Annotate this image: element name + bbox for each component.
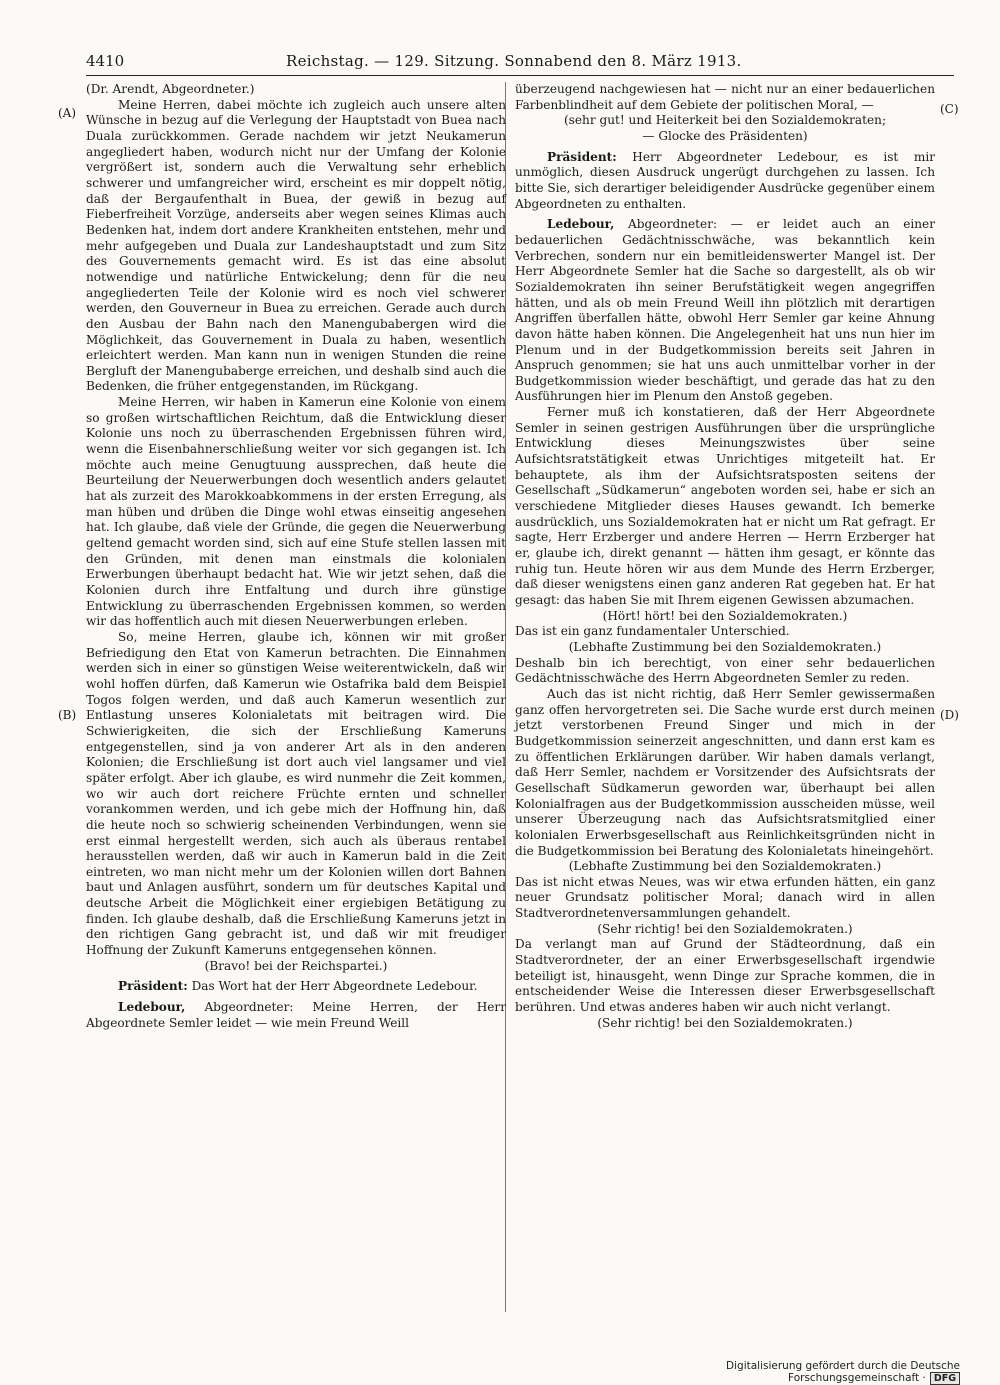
speaker-name: Präsident: bbox=[118, 979, 188, 994]
reaction: (Lebhafte Zustimmung bei den Sozialdemokraten.) bbox=[568, 859, 882, 874]
paragraph: So, meine Herren, glaube ich, können wir mit großer Befriedigung den Etat von Kamerun betrachten. Die Einnahmen werden sich in einer so günstigen Weise weiterentwickeln, daß wir wohl hoffen dürfen, daß Kamerun wie Ostafrika bald dem Beispiel Togos folgen werden, und daß auch Kamerun wesentlich zur Entlastung unseres Kolonialetats mit beitragen wird. Die Schwierigkeiten, die sich der Erschließung Kameruns entgegenstellen, sind ja von anderer Art als in den anderen Kolonien; die Erschließung ist dort auch viel langsamer und viel später erfolgt. Aber ich glaube, es wird nunmehr die Zeit kommen, wo wir auch dort reichere Früchte ernten und schneller vorankommen werden, und ich gebe mich der Hoffnung hin, daß die heute noch so schwierig scheinenden Verbindungen, wenn sie erst einmal hergestellt werden, sich auch als überaus rentabel herausstellen werden, daß wir auch in Kamerun bald in die Zeit eintreten, wo man nicht mehr um der Kolonien willen dort Bahnen baut und Anlagen ausführt, sondern um für deutsches Kapital und deutsche Arbeit die Möglichkeit einer ergiebigen Betätigung zu finden. Ich glaube deshalb, daß die Erschließung Kameruns jetzt in den richtigen Gang gebracht ist, und daß wir mit freudiger Hoffnung der Zukunft Kameruns entgegensehen können. bbox=[86, 629, 506, 958]
speaker-name: Präsident: bbox=[547, 149, 617, 164]
speaker-line: (Dr. Arendt, Abgeordneter.) bbox=[86, 82, 255, 96]
margin-marker-a: (A) bbox=[58, 106, 77, 120]
right-column bbox=[515, 82, 935, 1031]
margin-marker-d: (D) bbox=[940, 708, 959, 722]
reaction: (Sehr richtig! bei den Sozialdemokraten.) bbox=[597, 1015, 853, 1030]
margin-marker-b: (B) bbox=[58, 708, 77, 722]
paragraph: Das ist nicht etwas Neues, was wir etwa erfunden hätten, ein ganz neuer Grundsatz politischer Moral; danach wird in allen Stadtverordnetenversammlungen gehandelt. bbox=[515, 874, 935, 921]
paragraph: Deshalb bin ich berechtigt, von einer sehr bedauerlichen Gedächtnisschwäche des Herrn Abgeordneten Semler zu reden. bbox=[515, 655, 935, 686]
paragraph: Meine Herren, dabei möchte ich zugleich auch unsere alten Wünsche in bezug auf die Verlegung der Hauptstadt von Buea nach Duala zurückkommen. Gerade nachdem wir jetzt Neukamerun angegliedert haben, wodurch nicht nur der Umfang der Kolonie vergrößert ist, sondern auch die Verwaltung sehr erheblich schwerer und umfangreicher wird, erscheint es mir doppelt nötig, daß der Bergaufenthalt in Buea, der gewiß in bezug auf Fieberfreiheit Vorzüge, anderseits aber wegen seines Klimas auch Bedenken hat, indem dort andere Krankheiten entstehen, mehr und mehr aufgegeben und Duala zur Landeshauptstadt und zum Sitz des Gouvernements gemacht wird. Es ist das eine absolut notwendige und natürliche Entwickelung; denn für die neu angegliederten Teile der Kolonie wird es noch viel schwerer werden, den Gouverneur in Buea zu erreichen. Gerade auch durch den Ausbau der Bahn nach den Manengubabergen wird die Möglichkeit, das Gouvernement in Duala zu haben, wesentlich erleichtert werden. Man kann nun in wenigen Stunden die reine Bergluft der Manengubaberge erreichen, und deshalb sind auch die Bedenken, die früher entgegenstanden, im Rückgang. bbox=[86, 97, 506, 394]
reaction: (Hört! hört! bei den Sozialdemokraten.) bbox=[602, 608, 848, 623]
left-column bbox=[86, 82, 506, 1031]
digitization-footer bbox=[600, 1360, 960, 1385]
paragraph bbox=[86, 1000, 506, 1031]
running-title: Reichstag. — 129. Sitzung. Sonnabend den 8. März 1913. bbox=[286, 52, 742, 70]
speech-text: Das Wort hat der Herr Abgeordnete Ledebour. bbox=[191, 979, 478, 994]
header-rule bbox=[86, 75, 954, 76]
margin-marker-c: (C) bbox=[940, 102, 959, 116]
page-number: 4410 bbox=[86, 52, 125, 70]
reaction: (Lebhafte Zustimmung bei den Sozialdemokraten.) bbox=[568, 639, 882, 654]
reaction: (Bravo! bei der Reichspartei.) bbox=[204, 958, 388, 973]
paragraph: Auch das ist nicht richtig, daß Herr Semler gewissermaßen ganz offen hervorgetreten sei. Die Sache wurde erst durch meinen jetzt verstorbenen Freund Singer und mich in der Budgetkommission seinerzeit angeschnitten, und dann erst kam es zu öffentlichen Erklärungen darüber. Wir haben damals verlangt, daß Herr Semler, nachdem er Vorsitzender des Aufsichtsrats der Gesellschaft Südkamerun geworden war, überhaupt bei allen Kolonialfragen aus der Budgetkommission ausscheiden müsse, weil unserer Überzeugung nach das Aufsichtsratsmitglied einer kolonialen Erwerbsgesellschaft aus Reinlichkeitsgründen nicht in die Budgetkommission bei Beratung des Kolonialetats hineingehört. bbox=[515, 686, 935, 858]
speech-text: Abgeordneter: Meine Herren, der Herr Abgeordnete Semler leidet — wie mein Freund Weill bbox=[86, 1000, 506, 1030]
paragraph: Das ist ein ganz fundamentaler Unterschied. bbox=[515, 624, 790, 639]
speaker-name: Ledebour, bbox=[547, 217, 615, 232]
paragraph: überzeugend nachgewiesen hat — nicht nur an einer bedauerlichen Farbenblindheit auf dem Gebiete der politischen Moral, — bbox=[515, 82, 935, 112]
paragraph: Ferner muß ich konstatieren, daß der Herr Abgeordnete Semler in seinen gestrigen Ausführungen über die ursprüngliche Entwicklung dieses Meinungszwistes über seine Aufsichtsratstätigkeit etwas Unrichtiges mitgeteilt hat. Er behauptete, als ihm der Aufsichtsratsposten seitens der Gesellschaft „Südkamerun“ angeboten worden sei, habe er sich an verschiedene Mitglieder dieses Hauses gewandt. Ich bemerke ausdrücklich, uns Sozialdemokraten hat er nicht um Rat gefragt. Er sagte, Herr Erzberger und andere Herren — Herrn Erzberger hat er, glaube ich, direkt genannt — hätten ihm gesagt, er könnte das ruhig tun. Heute hören wir aus dem Munde des Herrn Erzberger, daß dieser wenigstens einen ganz anderen Rat gegeben hat. Er hat gesagt: das haben Sie mit Ihrem eigenen Gewissen abzumachen. bbox=[515, 405, 935, 607]
dfg-logo: DFG bbox=[930, 1372, 960, 1385]
footer-text: Digitalisierung gefördert durch die Deutsche Forschungsgemeinschaft · bbox=[726, 1360, 960, 1384]
speaker-name: Ledebour, bbox=[118, 1000, 186, 1015]
paragraph: Meine Herren, wir haben in Kamerun eine Kolonie von einem so großen wirtschaftlichen Reichtum, daß die Entwicklung dieser Kolonie uns noch zu überraschenden Ergebnissen führen wird, wenn die Eisenbahnerschließung weiter vor sich gegangen ist. Ich möchte auch meine Genugtuung aussprechen, daß heute die Beurteilung der Neuerwerbungen doch wesentlich anders gelautet hat als zurzeit des Marokkoabkommens in der ersten Erregung, als man hüben und drüben die Dinge wohl etwas einseitig angesehen hat. Ich glaube, daß viele der Gründe, die gegen die Neuerwerbung geltend gemacht worden sind, sich auf eine Stufe stellen lassen mit den Gründen, mit denen man einstmals die kolonialen Erwerbungen überhaupt bedacht hat. Wie wir jetzt sehen, daß die Kolonien durch ihre Entfaltung und durch ihre günstige Entwicklung zu überraschenden Ergebnissen kommen, so werden wir das hoffentlich auch mit diesen Neuerwerbungen erleben. bbox=[86, 395, 506, 629]
speech-text: Abgeordneter: — er leidet auch an einer bedauerlichen Gedächtnisschwäche, was bekanntlich kein Verbrechen, sondern nur ein bemitleidenswerter Mangel ist. Der Herr Abgeordnete Semler hat die Sache so dargestellt, als ob wir Sozialdemokraten ihn seiner Berufstätigkeit wegen angegriffen hätten, und als ob mein Freund Weill ihn plötzlich mit derartigen Angriffen überfallen hätte, obwohl Herr Semler gar keine Ahnung davon hätte haben können. Die Angelegenheit hat uns nun hier im Plenum und in der Budgetkommission bereits seit Jahren in Anspruch genommen; sie hat uns auch unmittelbar vorher in der Budgetkommission wieder beschäftigt, und gerade das hat zu den Ausführungen hier im Plenum den Anstoß gegeben. bbox=[515, 217, 935, 404]
paragraph bbox=[515, 150, 935, 213]
speech-text: Herr Abgeordneter Ledebour, es ist mir unmöglich, diesen Ausdruck ungerügt durchgehen zu lassen. Ich bitte Sie, sich derartiger beleidigender Ausdrücke gegenüber einem Abgeordneten zu enthalten. bbox=[515, 149, 935, 211]
reaction: (sehr gut! und Heiterkeit bei den Sozialdemokraten; bbox=[563, 113, 887, 128]
paragraph: Da verlangt man auf Grund der Städteordnung, daß ein Stadtverordneter, der an einer Erwerbsgesellschaft irgendwie beteiligt ist, hinausgeht, wenn Dinge zur Sprache kommen, die in entscheidender Weise die Interessen dieser Erwerbsgesellschaft berühren. Und etwas anderes haben wir auch nicht verlangt. bbox=[515, 937, 935, 1015]
paragraph bbox=[86, 979, 506, 995]
reaction: (Sehr richtig! bei den Sozialdemokraten.) bbox=[597, 921, 853, 936]
paragraph bbox=[515, 217, 935, 405]
reaction: — Glocke des Präsidenten) bbox=[642, 128, 808, 143]
running-header bbox=[86, 50, 954, 74]
